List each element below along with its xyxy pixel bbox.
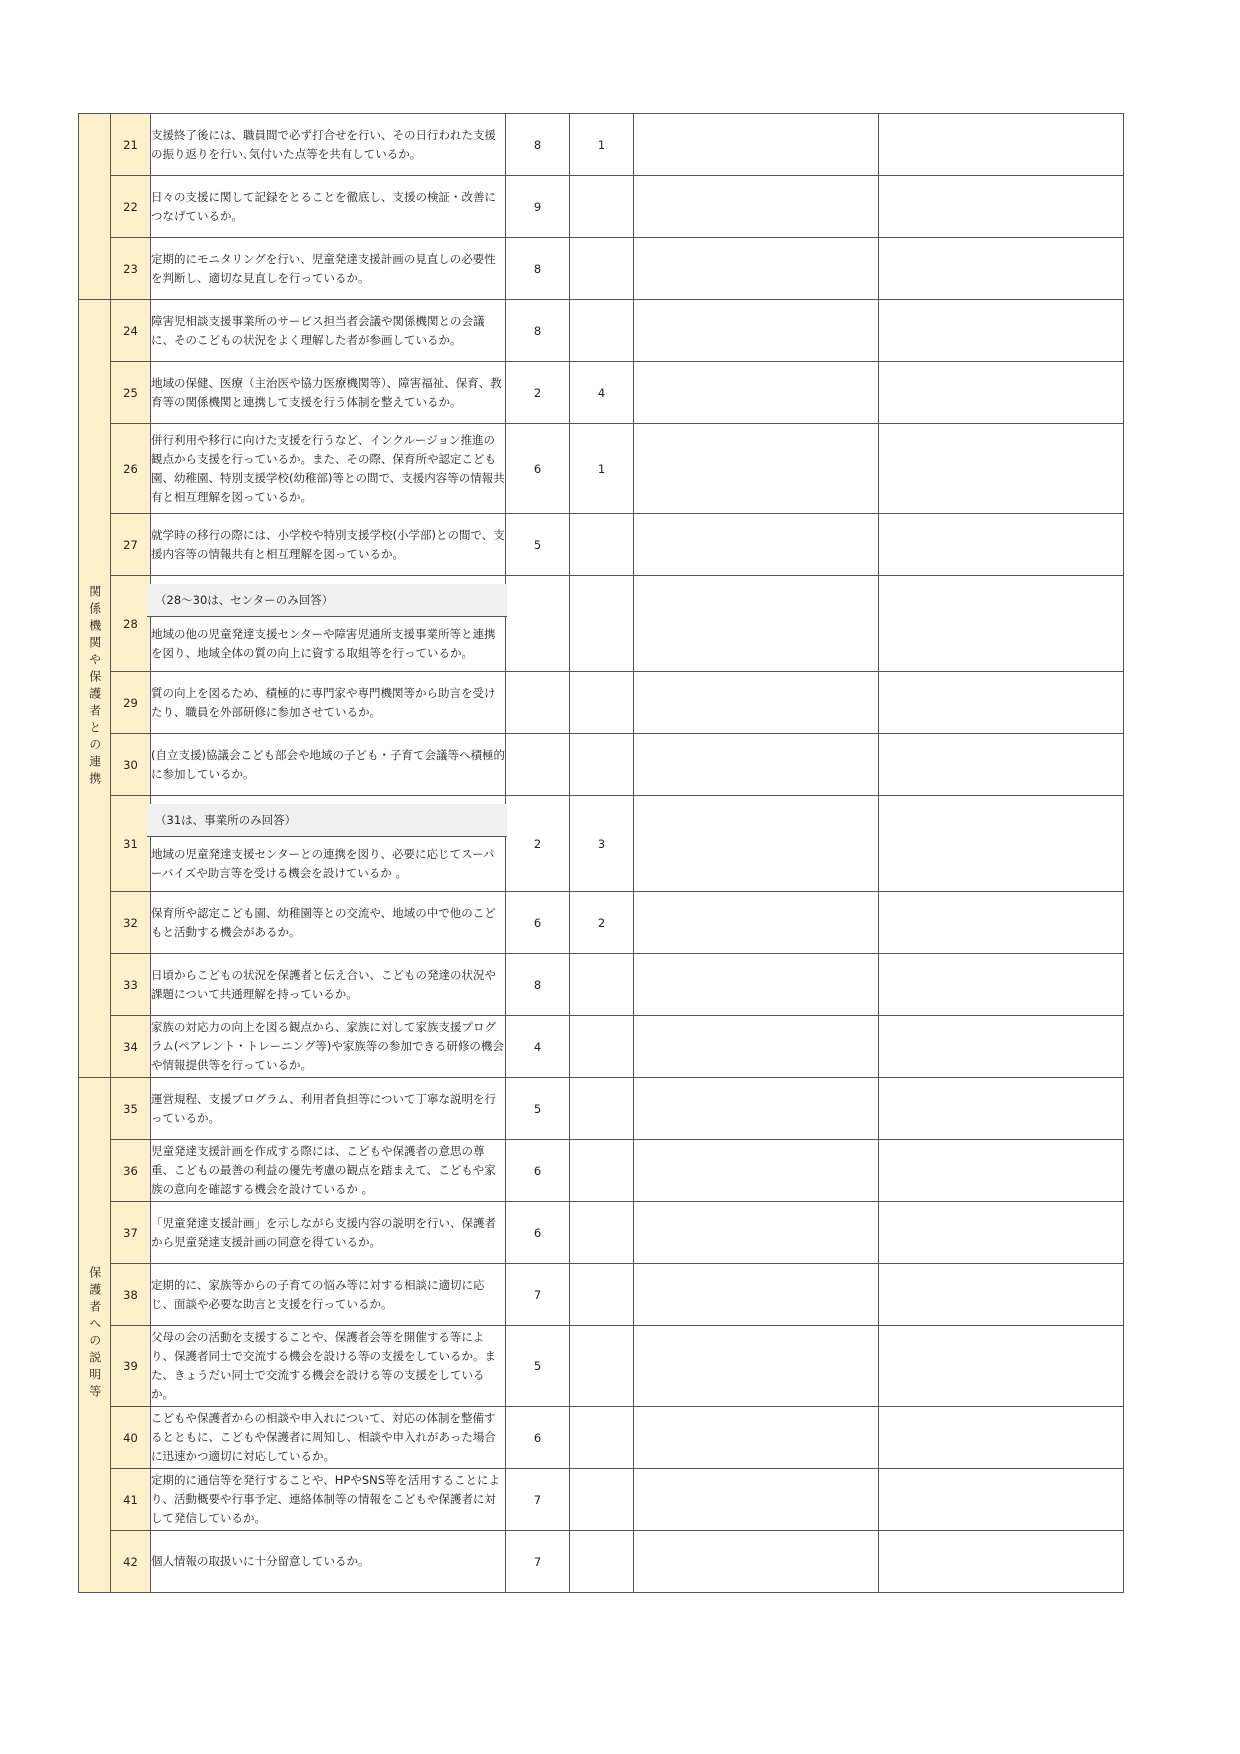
question-text: 運営規程、支援プログラム、利用者負担等について丁寧な説明を行っているか。	[151, 1091, 496, 1125]
comment-cell	[634, 176, 879, 238]
count-no	[570, 1469, 634, 1531]
item-number: 40	[111, 1407, 151, 1469]
item-number: 36	[111, 1140, 151, 1202]
count-no	[570, 300, 634, 362]
table-row	[79, 1202, 1124, 1264]
comment-cell	[634, 1407, 879, 1469]
question-text: 定期的に通信等を発行することや、HPやSNS等を活用することにより、活動概要や行事予定、連絡体制等の情報をこどもや保護者に対して発信しているか。	[151, 1473, 501, 1525]
question-text: 質の向上を図るため、積極的に専門家や専門機関等から助言を受けたり、職員を外部研修に参加させているか。	[151, 685, 496, 719]
category-cell-top	[79, 114, 111, 300]
question-cell	[151, 514, 506, 576]
table-row	[79, 1264, 1124, 1326]
count-yes: 8	[506, 954, 570, 1016]
item-number: 28	[111, 576, 151, 672]
improvement-cell	[879, 1469, 1124, 1531]
count-no	[570, 176, 634, 238]
count-yes: 4	[506, 1016, 570, 1078]
count-yes: 6	[506, 1407, 570, 1469]
improvement-cell	[879, 1202, 1124, 1264]
question-cell	[151, 734, 506, 796]
comment-cell	[634, 300, 879, 362]
count-no	[570, 1264, 634, 1326]
category-cell-relations	[79, 300, 111, 1078]
comment-cell	[634, 892, 879, 954]
count-yes	[506, 734, 570, 796]
question-text: 家族の対応力の向上を図る観点から、家族に対して家族支援プログラム(ペアレント・トレーニング等)や家族等の参加できる研修の機会や情報提供等を行っているか。	[151, 1020, 504, 1072]
improvement-cell	[879, 362, 1124, 424]
question-text: 日々の支援に関して記録をとることを徹底し、支援の検証・改善につなげているか。	[151, 189, 496, 223]
comment-cell	[634, 796, 879, 892]
item-number: 42	[111, 1531, 151, 1593]
count-no	[570, 1016, 634, 1078]
question-cell	[151, 672, 506, 734]
comment-cell	[634, 672, 879, 734]
count-yes: 8	[506, 114, 570, 176]
item-number: 30	[111, 734, 151, 796]
question-cell	[151, 1016, 506, 1078]
question-text: 日頃からこどもの状況を保護者と伝え合い、こどもの発達の状況や課題について共通理解を持っているか。	[151, 967, 496, 1001]
table-row	[79, 892, 1124, 954]
count-no	[570, 1407, 634, 1469]
improvement-cell	[879, 1531, 1124, 1593]
question-cell	[151, 300, 506, 362]
question-cell	[151, 796, 506, 892]
question-cell	[151, 892, 506, 954]
improvement-cell	[879, 300, 1124, 362]
count-yes: 6	[506, 424, 570, 514]
item-number: 21	[111, 114, 151, 176]
comment-cell	[634, 576, 879, 672]
count-yes	[506, 576, 570, 672]
count-yes: 7	[506, 1531, 570, 1593]
improvement-cell	[879, 176, 1124, 238]
count-yes: 7	[506, 1264, 570, 1326]
item-number: 29	[111, 672, 151, 734]
count-yes: 2	[506, 796, 570, 892]
question-cell	[151, 1407, 506, 1469]
improvement-cell	[879, 672, 1124, 734]
item-number: 27	[111, 514, 151, 576]
question-text: 就学時の移行の際には、小学校や特別支援学校(小学部)との間で、支援内容等の情報共有と相互理解を図っているか。	[151, 527, 505, 561]
comment-cell	[634, 1140, 879, 1202]
table-row	[79, 514, 1124, 576]
comment-cell	[634, 1016, 879, 1078]
question-text: 支援終了後には、職員間で必ず打合せを行い、その日行われた支援の振り返りを行い､気付いた点等を共有しているか。	[151, 127, 496, 161]
count-no	[570, 514, 634, 576]
count-yes: 5	[506, 514, 570, 576]
count-yes: 6	[506, 1202, 570, 1264]
question-text: 定期的に、家族等からの子育ての悩み等に対する相談に適切に応じ、面談や必要な助言と支援を行っているか。	[151, 1277, 485, 1311]
count-no	[570, 734, 634, 796]
question-cell	[151, 114, 506, 176]
comment-cell	[634, 362, 879, 424]
evaluation-table	[78, 113, 1124, 1593]
count-no: 1	[570, 114, 634, 176]
question-text: 地域の他の児童発達支援センターや障害児通所支援事業所等と連携を図り、地域全体の質の向上に資する取組等を行っているか。	[151, 627, 496, 660]
count-no: 4	[570, 362, 634, 424]
improvement-cell	[879, 424, 1124, 514]
improvement-cell	[879, 796, 1124, 892]
table-row	[79, 1407, 1124, 1469]
comment-cell	[634, 1264, 879, 1326]
item-number: 32	[111, 892, 151, 954]
improvement-cell	[879, 1078, 1124, 1140]
item-number: 41	[111, 1469, 151, 1531]
comment-cell	[634, 514, 879, 576]
count-no	[570, 576, 634, 672]
improvement-cell	[879, 892, 1124, 954]
count-yes: 8	[506, 238, 570, 300]
comment-cell	[634, 954, 879, 1016]
count-yes: 2	[506, 362, 570, 424]
improvement-cell	[879, 514, 1124, 576]
comment-cell	[634, 238, 879, 300]
question-cell	[151, 1326, 506, 1407]
question-text: 併行利用や移行に向けた支援を行うなど、インクルージョン推進の観点から支援を行っているか。また、その際、保育所や認定こども園、幼稚園、特別支援学校(幼稚部)等との間で、支援内容等の情報共有と相互理解を図っているか。	[151, 432, 505, 504]
item-number: 38	[111, 1264, 151, 1326]
question-cell	[151, 1469, 506, 1531]
table-row	[79, 954, 1124, 1016]
item-number: 31	[111, 796, 151, 892]
improvement-cell	[879, 114, 1124, 176]
count-no	[570, 1202, 634, 1264]
count-no	[570, 1326, 634, 1407]
improvement-cell	[879, 954, 1124, 1016]
item-number: 25	[111, 362, 151, 424]
improvement-cell	[879, 1407, 1124, 1469]
table-row	[79, 362, 1124, 424]
question-text: こどもや保護者からの相談や申入れについて、対応の体制を整備するとともに、こどもや保護者に周知し、相談や申入れがあった場合に迅速かつ適切に対応しているか。	[151, 1411, 496, 1463]
count-yes: 5	[506, 1078, 570, 1140]
item-number: 24	[111, 300, 151, 362]
table-row	[79, 424, 1124, 514]
table-row	[79, 672, 1124, 734]
category-cell-explanation	[79, 1078, 111, 1593]
table-row	[79, 1531, 1124, 1593]
improvement-cell	[879, 238, 1124, 300]
item-number: 39	[111, 1326, 151, 1407]
item-number: 26	[111, 424, 151, 514]
comment-cell	[634, 734, 879, 796]
table-row	[79, 176, 1124, 238]
table-row	[79, 796, 1124, 892]
table-row	[79, 238, 1124, 300]
count-no	[570, 1078, 634, 1140]
comment-cell	[634, 1531, 879, 1593]
count-yes: 6	[506, 1140, 570, 1202]
category-label: 関係機関や保護者との連携	[87, 585, 102, 789]
count-no: 1	[570, 424, 634, 514]
evaluation-table-body	[79, 114, 1124, 1593]
question-text: 地域の児童発達支援センターとの連携を図り、必要に応じてスーパーバイズや助言等を受ける機会を設けているか 。	[151, 847, 495, 880]
question-cell	[151, 1202, 506, 1264]
table-row	[79, 114, 1124, 176]
count-no	[570, 954, 634, 1016]
count-yes: 7	[506, 1469, 570, 1531]
item-number: 33	[111, 954, 151, 1016]
question-text: 保育所や認定こども園、幼稚園等との交流や、地域の中で他のこどもと活動する機会があるか。	[151, 905, 496, 939]
question-cell	[151, 176, 506, 238]
count-yes: 8	[506, 300, 570, 362]
question-cell	[151, 1078, 506, 1140]
table-row	[79, 1140, 1124, 1202]
item-number: 34	[111, 1016, 151, 1078]
comment-cell	[634, 1469, 879, 1531]
question-cell	[151, 362, 506, 424]
comment-cell	[634, 1202, 879, 1264]
count-no	[570, 238, 634, 300]
improvement-cell	[879, 734, 1124, 796]
table-row	[79, 1016, 1124, 1078]
question-cell	[151, 1140, 506, 1202]
comment-cell	[634, 1078, 879, 1140]
item-number: 35	[111, 1078, 151, 1140]
question-cell	[151, 424, 506, 514]
improvement-cell	[879, 1326, 1124, 1407]
table-row	[79, 576, 1124, 672]
count-no	[570, 1140, 634, 1202]
question-text: 児童発達支援計画を作成する際には、こどもや保護者の意思の尊重、こどもの最善の利益の優先考慮の観点を踏まえて、こどもや家族の意向を確認する機会を設けているか 。	[151, 1144, 496, 1196]
table-row	[79, 300, 1124, 362]
question-cell	[151, 576, 506, 672]
count-yes: 9	[506, 176, 570, 238]
improvement-cell	[879, 1016, 1124, 1078]
question-text: 父母の会の活動を支援することや、保護者会等を開催する等により、保護者同士で交流する機会を設ける等の支援をしているか。また、きょうだい同士で交流する機会を設ける等の支援をしているか。	[151, 1330, 496, 1401]
question-text: 地域の保健、医療（主治医や協力医療機関等）、障害福祉、保育、教育等の関係機関と連携して支援を行う体制を整えているか。	[151, 375, 502, 409]
table-row	[79, 1469, 1124, 1531]
comment-cell	[634, 114, 879, 176]
count-yes: 6	[506, 892, 570, 954]
answer-scope-note: （31は、事業所のみ回答）	[147, 804, 507, 837]
comment-cell	[634, 1326, 879, 1407]
question-text: 定期的にモニタリングを行い、児童発達支援計画の見直しの必要性を判断し、適切な見直しを行っているか。	[151, 251, 496, 285]
question-text: (自立支援)協議会こども部会や地域の子ども・子育て会議等へ積極的に参加しているか。	[151, 747, 505, 781]
improvement-cell	[879, 1140, 1124, 1202]
count-no	[570, 672, 634, 734]
question-cell	[151, 238, 506, 300]
answer-scope-note: （28～30は、センターのみ回答）	[147, 584, 507, 617]
table-row	[79, 1078, 1124, 1140]
question-text: 障害児相談支援事業所のサービス担当者会議や関係機関との会議に、そのこどもの状況をよく理解した者が参画しているか。	[151, 313, 485, 347]
table-row	[79, 734, 1124, 796]
question-text: 個人情報の取扱いに十分留意しているか。	[151, 1554, 370, 1568]
count-no: 3	[570, 796, 634, 892]
improvement-cell	[879, 576, 1124, 672]
table-row	[79, 1326, 1124, 1407]
question-cell	[151, 954, 506, 1016]
item-number: 22	[111, 176, 151, 238]
count-no: 2	[570, 892, 634, 954]
category-label: 保護者への説明等	[87, 1265, 102, 1402]
item-number: 23	[111, 238, 151, 300]
count-yes: 5	[506, 1326, 570, 1407]
question-cell	[151, 1531, 506, 1593]
item-number: 37	[111, 1202, 151, 1264]
improvement-cell	[879, 1264, 1124, 1326]
count-yes	[506, 672, 570, 734]
question-cell	[151, 1264, 506, 1326]
count-no	[570, 1531, 634, 1593]
comment-cell	[634, 424, 879, 514]
question-text: 「児童発達支援計画」を示しながら支援内容の説明を行い、保護者から児童発達支援計画の同意を得ているか。	[151, 1215, 496, 1249]
